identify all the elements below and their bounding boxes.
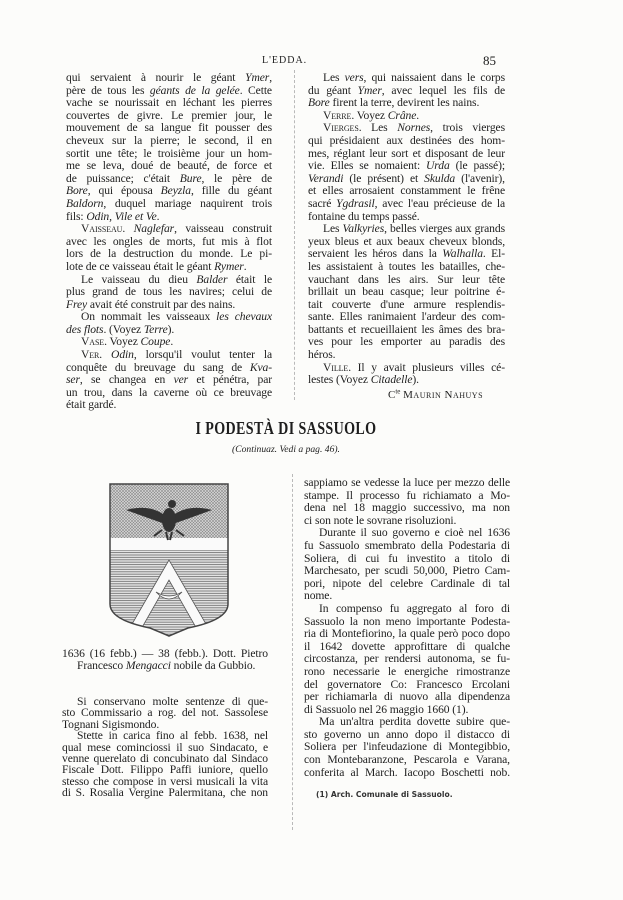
italic-term: Crâne bbox=[387, 108, 417, 122]
column-divider-bottom bbox=[292, 474, 293, 830]
text-run: était gardé. bbox=[66, 398, 117, 412]
text-run: Soliera per l'infeudazione di Montegibbio, bbox=[304, 740, 510, 754]
text-run: , qui naissaient dans le corps bbox=[363, 71, 505, 84]
italic-term: Terre bbox=[143, 322, 168, 336]
text-run: , avec l'eau précieuse de la bbox=[374, 196, 505, 210]
text-line bbox=[304, 767, 510, 780]
signature-prefix: C bbox=[388, 389, 396, 401]
italic-term: Valkyries bbox=[342, 222, 385, 236]
text-run: . Voyez bbox=[351, 108, 388, 122]
text-run: ). bbox=[412, 373, 419, 387]
italic-term: Bure bbox=[179, 171, 202, 185]
text-run: cheveux sur la pierre; le second, il en bbox=[66, 133, 272, 147]
text-line bbox=[66, 399, 272, 412]
running-title: L'EDDA. bbox=[262, 55, 308, 66]
italic-term: Ygdrasil bbox=[336, 196, 375, 210]
italic-term: Bore bbox=[66, 184, 88, 198]
italic-term: Ymer bbox=[245, 71, 270, 84]
text-run: (le passé); bbox=[449, 159, 505, 173]
text-run: , trois vierges bbox=[430, 121, 505, 135]
text-run: plus grand de tous les navires; celui de bbox=[66, 285, 272, 299]
text-line bbox=[308, 374, 505, 387]
text-run: sacré bbox=[308, 196, 337, 210]
text-run: lote de ce vaisseau était le géant bbox=[66, 259, 215, 273]
italic-term: Rymer bbox=[214, 259, 244, 273]
text-run: qui servaient à nourir le géant bbox=[66, 71, 246, 84]
text-run: . bbox=[170, 335, 174, 349]
article-title: I PODESTÀ DI SASSUOLO bbox=[195, 418, 377, 438]
italic-term: Balder bbox=[196, 272, 228, 286]
text-run: brillait un beau casque; leur poitrine é- bbox=[308, 285, 505, 299]
italic-term: Frey bbox=[66, 297, 88, 311]
text-run: couvertes de givre. Le premier jour, le bbox=[66, 108, 272, 122]
text-run: Soliera, di cui fu investito a titolo di bbox=[304, 551, 510, 565]
text-run: On nommait les vaisseaux bbox=[81, 310, 217, 324]
text-run: vache se nourissait en léchant les pierres bbox=[66, 96, 272, 110]
italic-term: Citadelle bbox=[370, 373, 413, 387]
column-left-top bbox=[66, 72, 272, 412]
text-run: . bbox=[243, 259, 247, 273]
text-run: Sassuolo la non meno importante Podesta- bbox=[304, 614, 510, 628]
text-run: fu Sassuolo smembrato della Podestaria di bbox=[304, 538, 510, 552]
text-run: père de tous les bbox=[66, 83, 150, 97]
italic-term: Kva- bbox=[249, 360, 272, 374]
text-run: dena nel 18 maggio successivo, ma non bbox=[304, 501, 510, 515]
text-run: conquête du breuvage du sang de bbox=[66, 360, 250, 374]
page-number: 85 bbox=[483, 53, 496, 68]
italic-term: Ymer bbox=[357, 83, 382, 97]
text-run: avait été construit par des nains. bbox=[87, 297, 236, 311]
caption-name: Mengacci bbox=[125, 658, 171, 672]
text-run: Le vaisseau du dieu bbox=[81, 272, 197, 286]
text-run: , duquel mariage naquirent trois bbox=[103, 196, 272, 210]
italic-term: Urda bbox=[426, 159, 450, 173]
text-run: était le bbox=[227, 272, 272, 286]
text-run: rono necessarie le energiche rimostranze bbox=[304, 664, 510, 678]
caption-line bbox=[62, 660, 268, 672]
italic-term: Baldorn bbox=[66, 196, 104, 210]
text-run: stampe. Il processo fu richiamato a Mo- bbox=[304, 488, 510, 502]
text-run: con Montebaranzone, Pescarola e Varana, bbox=[304, 753, 510, 767]
italic-term: des flots bbox=[66, 322, 104, 336]
entry-headword: Ville bbox=[323, 360, 349, 374]
text-run: Ma un'altra perdita dovette subire que- bbox=[319, 715, 510, 729]
text-run: mes, réglant leur sort et disposant de leur bbox=[308, 146, 505, 160]
text-line bbox=[304, 578, 510, 591]
text-run: un trou, dans la caverne où ce breuvage bbox=[66, 385, 272, 399]
column-right-bottom bbox=[304, 477, 510, 779]
italic-term: Coupe bbox=[140, 335, 171, 349]
text-run: avec les ongles de morts, fut mis à flot bbox=[66, 234, 272, 248]
italic-term: vers bbox=[344, 71, 364, 84]
entry-headword: Vase bbox=[81, 335, 105, 349]
text-run: pori, nipote del celebre Cardinale di tal bbox=[304, 576, 510, 590]
text-run: In compenso fu aggregato al foro di bbox=[319, 601, 510, 615]
signature-name: Maurin Nahuys bbox=[403, 389, 484, 401]
text-run: vauchant dans les airs. Sur leur tête bbox=[308, 272, 505, 286]
text-run: . El- bbox=[482, 247, 505, 261]
text-run: , le père de bbox=[201, 171, 272, 185]
text-run: ria di Montefiorino, la quale però poco dopo bbox=[304, 627, 510, 641]
coat-of-arms-image bbox=[108, 482, 230, 638]
text-run: Si conservano molte sentenze di que- bbox=[77, 695, 268, 708]
italic-term: Odin, Vile et Ve bbox=[86, 209, 157, 223]
text-run: ves pour les emporter au paradis des bbox=[308, 335, 505, 349]
text-run: ). bbox=[167, 322, 175, 336]
text-run: Fiscale Dott. Filippo Paffi iuniore, quello bbox=[62, 763, 268, 777]
text-run: sortit une tête; le troisième jour un hom- bbox=[66, 146, 272, 160]
text-run: , qui épousa bbox=[87, 184, 161, 198]
text-run: fils: bbox=[66, 209, 87, 223]
text-run: (le présent) et bbox=[343, 171, 425, 185]
italic-term: ser bbox=[66, 373, 80, 387]
column-right-top bbox=[308, 72, 505, 387]
italic-term: géants de la gelée bbox=[149, 83, 240, 97]
column-left-bottom bbox=[62, 696, 268, 799]
text-run: del governatore Co: Francesco Ercolani bbox=[304, 677, 510, 691]
entry-headword: Verre bbox=[323, 108, 352, 122]
text-run: . bbox=[156, 209, 160, 223]
text-run: conferita al March. Iacopo Boschetti nob. bbox=[304, 765, 510, 779]
text-run: fontaine du temps passé. bbox=[308, 209, 420, 223]
column-divider-top bbox=[294, 70, 295, 400]
text-run: . Voyez bbox=[104, 335, 141, 349]
text-run: sante. Elles ranimaient l'ardeur des com- bbox=[308, 310, 505, 324]
text-run: . Il y avait plusieurs villes cé- bbox=[348, 360, 505, 374]
text-run: , lorsqu'il voulut tenter la bbox=[133, 348, 272, 362]
italic-term: ver bbox=[173, 373, 189, 387]
text-run: , fille du géant bbox=[190, 184, 272, 198]
text-run: il 1642 dovette approfittare di qualche bbox=[304, 639, 510, 653]
caption-text: Francesco bbox=[77, 658, 126, 672]
text-run: di S. Rosalia Vergine Palermitana, che non bbox=[62, 786, 268, 800]
text-run: lors de la destruction du monde. Le pi- bbox=[66, 247, 272, 261]
text-run: Durante il suo governo e cioè nel 1636 bbox=[319, 526, 510, 540]
article-subtitle: (Continuaz. Vedi a pag. 46). bbox=[232, 444, 340, 455]
text-run: , avec lequel les fils de bbox=[381, 83, 505, 97]
text-run: me se leva, doué de beauté, de force et bbox=[66, 159, 272, 173]
italic-term: Naglefar bbox=[133, 222, 175, 236]
italic-term: les chevaux bbox=[216, 310, 273, 324]
text-run: (l'avenir), bbox=[455, 171, 505, 185]
text-run: tait couverte d'une armure resplendis- bbox=[308, 297, 505, 311]
italic-term: Bore bbox=[308, 96, 330, 110]
text-run: héros. bbox=[308, 348, 336, 362]
text-run: . Les bbox=[358, 121, 398, 135]
caption-line: 1636 (16 febb.) — 38 (febb.). Dott. Pietro bbox=[62, 647, 268, 660]
italic-term: Verandi bbox=[308, 171, 344, 185]
text-run: , belles vierges aux grands bbox=[384, 222, 505, 236]
text-run: les assistaient à toutes les batailles, che- bbox=[308, 259, 505, 273]
text-run: . Cette bbox=[239, 83, 272, 97]
signature-prefix-sup: te bbox=[395, 387, 401, 396]
italic-term: Walhalla bbox=[442, 247, 483, 261]
text-run: , vaisseau construit bbox=[174, 222, 272, 236]
text-run: Stette in carica fino al febb. 1638, nel bbox=[77, 729, 268, 743]
text-run: . bbox=[122, 222, 134, 236]
text-run: lestes (Voyez bbox=[308, 373, 371, 387]
text-run: qui présidaient aux destinées des hom- bbox=[308, 133, 505, 147]
text-run: Marchesato, per scudi 50,000, Pietro Cam- bbox=[304, 564, 510, 578]
text-run: nome. bbox=[304, 589, 333, 603]
text-run: ci son note le sovrane risoluzioni. bbox=[304, 513, 457, 527]
entry-headword: Ver bbox=[81, 348, 100, 362]
text-run: sto governo un anno dopo il distacco di bbox=[304, 727, 510, 741]
text-run: battants et recueillaient les âmes des bra- bbox=[308, 322, 505, 336]
text-run: Les bbox=[323, 71, 345, 84]
text-run: firent la terre, devirent les nains. bbox=[329, 96, 480, 110]
text-run: et pénétra, par bbox=[188, 373, 273, 387]
text-run: de puissance; c'était bbox=[66, 171, 180, 185]
text-run: venne querelato di concubinato dal Sindaco bbox=[62, 751, 268, 765]
text-run: . bbox=[99, 348, 112, 362]
text-line bbox=[62, 787, 268, 798]
text-run: vie. Elles se nomaient: bbox=[308, 159, 427, 173]
text-run: circostanza, per rendersi autonoma, se fu- bbox=[304, 652, 510, 666]
text-run: , se changea en bbox=[79, 373, 174, 387]
footnote: (1) Arch. Comunale di Sassuolo. bbox=[316, 790, 453, 799]
coat-of-arms-caption bbox=[62, 648, 268, 671]
text-line bbox=[308, 336, 505, 349]
italic-term: Skulda bbox=[424, 171, 456, 185]
italic-term: Odin bbox=[111, 348, 134, 362]
text-run: qual mese cominciossi il suo Sindacato, e bbox=[62, 740, 268, 754]
italic-term: Beyzla bbox=[160, 184, 191, 198]
text-run: , bbox=[269, 71, 272, 84]
text-run: stesso che compose in versi musicali la vita bbox=[62, 774, 268, 788]
signature bbox=[388, 389, 483, 402]
text-run: . (Voyez bbox=[103, 322, 144, 336]
text-run: sappiamo se vedesse la luce per mezzo delle bbox=[304, 476, 510, 489]
text-run: sto Commissario a rog. del not. Sassolese bbox=[62, 706, 268, 720]
text-run: di Sassuolo nel 26 maggio 1660 (1). bbox=[304, 702, 469, 716]
text-run: mouvement de sa langue fit pousser des bbox=[66, 121, 272, 135]
text-run: servaient les héros dans la bbox=[308, 247, 443, 261]
entry-headword: Vierges bbox=[323, 121, 359, 135]
text-run: et elles arrosaient constamment le frêne bbox=[308, 184, 505, 198]
caption-text: nobile da Gubbio. bbox=[170, 658, 256, 672]
text-run: Tognani Sigismondo. bbox=[62, 717, 160, 731]
text-run: du géant bbox=[308, 83, 358, 97]
text-run: Les bbox=[323, 222, 343, 236]
text-run: . bbox=[416, 108, 420, 122]
italic-term: Nornes bbox=[397, 121, 431, 135]
text-run: yeux bleus et aux beaux cheveux blonds, bbox=[308, 234, 505, 248]
text-run: per richiamarla di nuovo alla dipendenza bbox=[304, 690, 510, 704]
entry-headword: Vaisseau bbox=[81, 222, 123, 236]
